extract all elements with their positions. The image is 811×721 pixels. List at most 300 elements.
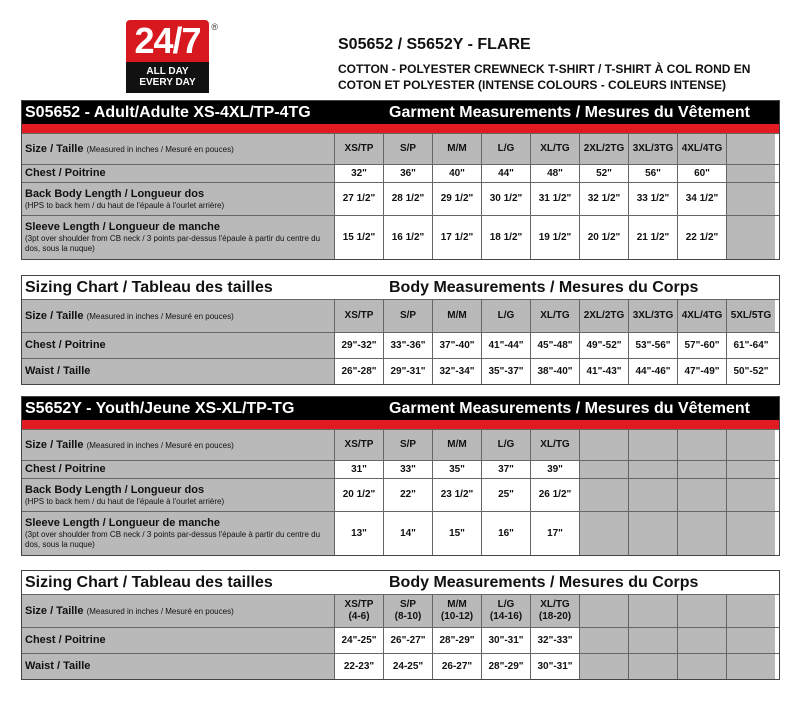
cell-value: 33"-36": [390, 339, 426, 351]
sleeve-length-row: [22, 215, 779, 259]
table-cell: [726, 430, 775, 460]
cell-value: 3XL/3TG: [632, 310, 674, 321]
table-cell: [530, 628, 579, 653]
cell-value: 24-25": [392, 660, 424, 672]
red-divider: [22, 420, 779, 429]
cell-value: 32": [351, 167, 367, 179]
registered-mark: ®: [211, 22, 218, 32]
sleeve-note: (3pt over shoulder from CB neck / 3 points par-dessus l'épaule à partir du centre du dos, sous la nuque): [25, 530, 321, 549]
table-cell: [334, 165, 383, 182]
chest-row: [22, 332, 779, 358]
table-cell: [628, 216, 677, 259]
size-label: Size / Taille: [25, 309, 84, 322]
table-cell: [432, 359, 481, 384]
table-cell: [432, 430, 481, 460]
cell-value: 61"-64": [733, 339, 769, 351]
table-cell: [481, 300, 530, 332]
cell-value: 20 1/2": [342, 489, 376, 500]
product-desc-1: COTTON - POLYESTER CREWNECK T-SHIRT / T-SHIRT À COL ROND EN: [338, 62, 751, 76]
table-cell: [579, 359, 628, 384]
cell-value: L/G: [497, 143, 515, 154]
table-cell: [677, 300, 726, 332]
table-cell: [726, 359, 775, 384]
table-cell: [628, 654, 677, 679]
cell-value: 32"-34": [439, 365, 475, 377]
section-title-bar: [22, 101, 779, 124]
cell-value: XL/TG: [540, 310, 570, 321]
cell-value: M/M: [447, 439, 467, 450]
cell-value: 21 1/2": [636, 231, 670, 243]
table-cell: [579, 595, 628, 627]
table-cell: [432, 595, 481, 627]
section-title-bar: [22, 276, 779, 299]
chest-row: [22, 460, 779, 478]
cell-value: 30"-31": [488, 634, 524, 646]
table-cell: [432, 512, 481, 555]
cell-value: 22-23": [343, 660, 375, 672]
table-cell: [334, 359, 383, 384]
row-label: [22, 654, 334, 679]
cell-value: 5XL/5TG: [730, 310, 772, 321]
cell-value: 30"-31": [537, 660, 573, 672]
row-label: [22, 359, 334, 384]
cell-value: 26-27": [441, 660, 473, 672]
table-cell: [677, 216, 726, 259]
table-cell: [530, 216, 579, 259]
cell-value: 16": [498, 527, 514, 539]
table-cell: [677, 595, 726, 627]
cell-value: 4XL/4TG: [681, 310, 723, 321]
size-note: (Measured in inches / Mesuré en pouces): [86, 440, 234, 450]
table-cell: [726, 333, 775, 358]
size-note: (Measured in inches / Mesuré en pouces): [86, 606, 234, 616]
cell-subvalue: (4-6): [348, 611, 370, 622]
section-title-right: Garment Measurements / Mesures du Vêtement: [389, 103, 751, 121]
cell-value: 33": [400, 463, 416, 475]
youth-garment-table: [21, 396, 780, 556]
cell-value: 37": [498, 463, 514, 475]
table-cell: [628, 430, 677, 460]
table-cell: [530, 134, 579, 164]
row-label: [22, 183, 334, 215]
red-divider: [22, 124, 779, 133]
table-cell: [334, 461, 383, 478]
table-cell: [481, 333, 530, 358]
cell-value: 31 1/2": [538, 193, 572, 204]
table-cell: [579, 300, 628, 332]
table-cell: [677, 134, 726, 164]
back-length-row: [22, 182, 779, 215]
table-cell: [530, 512, 579, 555]
section-title-bar: [22, 397, 779, 420]
table-cell: [579, 479, 628, 511]
cell-value: XL/TG: [540, 599, 570, 610]
table-cell: [334, 654, 383, 679]
table-cell: [579, 461, 628, 478]
cell-value: 15 1/2": [342, 231, 376, 243]
cell-value: XS/TP: [344, 310, 374, 321]
cell-value: 32 1/2": [587, 193, 621, 204]
logo-sub2: EVERY DAY: [139, 77, 196, 88]
cell-value: L/G: [497, 599, 515, 610]
cell-value: S/P: [399, 310, 417, 321]
table-cell: [677, 165, 726, 182]
row-label: [22, 216, 334, 259]
cell-value: 37"-40": [439, 339, 475, 351]
table-cell: [334, 430, 383, 460]
table-cell: [481, 359, 530, 384]
table-cell: [677, 628, 726, 653]
table-cell: [579, 216, 628, 259]
table-cell: [628, 359, 677, 384]
table-cell: [530, 300, 579, 332]
section-title-left: S05652 - Adult/Adulte XS-4XL/TP-4TG: [25, 103, 311, 121]
waist-label: Waist / Taille: [25, 365, 91, 377]
size-row: [22, 299, 779, 332]
chest-row: [22, 164, 779, 182]
cell-value: 26 1/2": [538, 489, 572, 500]
row-label: [22, 628, 334, 653]
table-cell: [334, 595, 383, 627]
table-cell: [628, 333, 677, 358]
section-title-right: Garment Measurements / Mesures du Vêtement: [389, 399, 751, 417]
cell-value: 28"-29": [488, 660, 524, 672]
table-cell: [432, 165, 481, 182]
table-cell: [530, 183, 579, 215]
table-cell: [530, 461, 579, 478]
cell-value: 16 1/2": [391, 231, 425, 243]
sleeve-note: (3pt over shoulder from CB neck / 3 points par-dessus l'épaule à partir du centre du dos, sous la nuque): [25, 234, 321, 253]
cell-value: 34 1/2": [685, 193, 719, 204]
table-cell: [677, 359, 726, 384]
table-cell: [481, 479, 530, 511]
cell-subvalue: (8-10): [394, 611, 422, 622]
cell-value: 28 1/2": [391, 193, 425, 204]
table-cell: [432, 300, 481, 332]
table-cell: [432, 216, 481, 259]
table-cell: [481, 595, 530, 627]
table-cell: [383, 479, 432, 511]
table-cell: [383, 183, 432, 215]
table-cell: [628, 479, 677, 511]
cell-value: 3XL/3TG: [632, 143, 674, 154]
cell-value: M/M: [447, 310, 467, 321]
cell-value: M/M: [447, 599, 467, 610]
brand-logo: [126, 20, 218, 93]
section-title-right: Body Measurements / Mesures du Corps: [389, 573, 699, 591]
section-title-bar: [22, 571, 779, 594]
cell-value: 25": [498, 489, 514, 500]
cell-value: XL/TG: [540, 439, 570, 450]
table-cell: [579, 512, 628, 555]
cell-value: S/P: [399, 599, 417, 610]
table-cell: [334, 300, 383, 332]
table-cell: [726, 512, 775, 555]
adult-body-table: [21, 275, 780, 385]
cell-value: 39": [547, 463, 563, 475]
cell-value: 17": [547, 527, 563, 539]
table-cell: [628, 512, 677, 555]
size-note: (Measured in inches / Mesuré en pouces): [86, 144, 234, 154]
table-cell: [628, 461, 677, 478]
table-cell: [432, 628, 481, 653]
logo-main: 24/7: [126, 20, 209, 62]
cell-value: 36": [400, 167, 416, 179]
cell-value: 60": [694, 167, 710, 179]
back-label: Back Body Length / Longueur dos: [25, 483, 205, 496]
size-label: Size / Taille: [25, 142, 84, 155]
table-cell: [481, 512, 530, 555]
cell-value: 52": [596, 167, 612, 179]
back-note: (HPS to back hem / du haut de l'épaule à l'ourlet arrière): [25, 496, 225, 506]
cell-value: 18 1/2": [489, 231, 523, 243]
cell-value: XL/TG: [540, 143, 570, 154]
table-cell: [530, 359, 579, 384]
table-cell: [677, 333, 726, 358]
cell-value: 17 1/2": [440, 231, 474, 243]
table-cell: [677, 512, 726, 555]
chest-row: [22, 627, 779, 653]
cell-value: 23 1/2": [440, 489, 474, 500]
table-cell: [677, 461, 726, 478]
table-cell: [383, 595, 432, 627]
cell-value: 14": [400, 527, 416, 539]
table-cell: [334, 183, 383, 215]
cell-value: 29"-32": [341, 339, 377, 351]
product-desc-2: COTON ET POLYESTER (INTENSE COLOURS - COLEURS INTENSE): [338, 78, 727, 92]
adult-garment-table: [21, 100, 780, 260]
table-cell: [726, 479, 775, 511]
table-cell: [530, 654, 579, 679]
row-label: [22, 479, 334, 511]
table-cell: [726, 595, 775, 627]
chest-label: Chest / Poitrine: [25, 463, 106, 475]
table-cell: [726, 628, 775, 653]
cell-subvalue: (18-20): [538, 611, 572, 622]
table-cell: [383, 512, 432, 555]
cell-value: 41"-44": [488, 339, 524, 351]
table-cell: [579, 183, 628, 215]
table-cell: [334, 333, 383, 358]
size-row: [22, 594, 779, 627]
table-cell: [726, 300, 775, 332]
row-label: [22, 165, 334, 182]
table-cell: [481, 461, 530, 478]
cell-value: 24"-25": [341, 634, 377, 646]
youth-body-table: [21, 570, 780, 680]
table-cell: [726, 134, 775, 164]
table-cell: [726, 216, 775, 259]
table-cell: [432, 134, 481, 164]
product-header: [338, 36, 798, 93]
table-cell: [579, 333, 628, 358]
back-label: Back Body Length / Longueur dos: [25, 187, 205, 200]
sleeve-label: Sleeve Length / Longueur de manche: [25, 221, 220, 233]
cell-value: 27 1/2": [342, 193, 376, 204]
table-cell: [432, 333, 481, 358]
cell-value: 26"-27": [390, 634, 426, 646]
row-label: [22, 300, 334, 332]
table-cell: [432, 461, 481, 478]
section-title-left: S5652Y - Youth/Jeune XS-XL/TP-TG: [25, 399, 295, 417]
section-title-right: Body Measurements / Mesures du Corps: [389, 278, 699, 296]
cell-value: 4XL/4TG: [681, 143, 723, 154]
cell-value: 38"-40": [537, 365, 573, 377]
cell-value: S/P: [399, 143, 417, 154]
cell-value: 31": [351, 463, 367, 475]
table-cell: [383, 165, 432, 182]
cell-value: 28"-29": [439, 634, 475, 646]
logo-tagline: [126, 62, 209, 93]
table-cell: [481, 165, 530, 182]
row-label: [22, 595, 334, 627]
table-cell: [383, 461, 432, 478]
cell-value: XS/TP: [344, 599, 374, 610]
cell-value: 40": [449, 167, 465, 179]
cell-value: 56": [645, 167, 661, 179]
sleeve-label: Sleeve Length / Longueur de manche: [25, 517, 220, 529]
table-cell: [530, 165, 579, 182]
table-cell: [481, 628, 530, 653]
cell-value: 45"-48": [537, 339, 573, 351]
table-cell: [628, 165, 677, 182]
cell-value: 57"-60": [684, 339, 720, 351]
table-cell: [628, 300, 677, 332]
cell-value: 47"-49": [684, 365, 720, 377]
cell-value: S/P: [399, 439, 417, 450]
row-label: [22, 134, 334, 164]
table-cell: [481, 183, 530, 215]
table-cell: [677, 654, 726, 679]
cell-value: 50"-52": [733, 365, 769, 377]
row-label: [22, 512, 334, 555]
cell-subvalue: (10-12): [440, 611, 474, 622]
cell-value: L/G: [497, 310, 515, 321]
table-cell: [579, 628, 628, 653]
row-label: [22, 461, 334, 478]
table-cell: [726, 654, 775, 679]
logo-sub1: ALL DAY: [146, 66, 189, 77]
cell-value: 19 1/2": [538, 231, 572, 243]
cell-value: 2XL/2TG: [583, 310, 625, 321]
row-label: [22, 430, 334, 460]
sleeve-length-row: [22, 511, 779, 555]
table-cell: [383, 628, 432, 653]
table-cell: [530, 430, 579, 460]
table-cell: [481, 134, 530, 164]
cell-value: 22 1/2": [685, 231, 719, 243]
size-row: [22, 429, 779, 460]
table-cell: [579, 654, 628, 679]
table-cell: [383, 359, 432, 384]
cell-value: 33 1/2": [636, 193, 670, 204]
product-code: S05652 / S5652Y - FLARE: [338, 36, 531, 53]
cell-value: 41"-43": [586, 365, 622, 377]
table-cell: [383, 654, 432, 679]
table-cell: [432, 183, 481, 215]
table-cell: [383, 216, 432, 259]
table-cell: [481, 216, 530, 259]
table-cell: [628, 134, 677, 164]
cell-value: L/G: [497, 439, 515, 450]
table-cell: [628, 595, 677, 627]
cell-value: 44": [498, 167, 514, 179]
back-length-row: [22, 478, 779, 511]
back-note: (HPS to back hem / du haut de l'épaule à l'ourlet arrière): [25, 200, 225, 210]
cell-value: 29"-31": [390, 365, 426, 377]
size-row: [22, 133, 779, 164]
cell-value: 2XL/2TG: [583, 143, 625, 154]
cell-value: 48": [547, 167, 563, 179]
table-cell: [726, 165, 775, 182]
chest-label: Chest / Poitrine: [25, 339, 106, 351]
table-cell: [481, 430, 530, 460]
section-title-left: Sizing Chart / Tableau des tailles: [25, 278, 273, 296]
table-cell: [579, 134, 628, 164]
table-cell: [432, 654, 481, 679]
cell-value: 30 1/2": [489, 193, 523, 204]
cell-value: 49"-52": [586, 339, 622, 351]
table-cell: [579, 165, 628, 182]
cell-subvalue: (14-16): [489, 611, 523, 622]
cell-value: 32"-33": [537, 634, 573, 646]
table-cell: [334, 479, 383, 511]
cell-value: 35": [449, 463, 465, 475]
cell-value: M/M: [447, 143, 467, 154]
waist-row: [22, 653, 779, 679]
cell-value: 29 1/2": [440, 193, 474, 204]
table-cell: [383, 134, 432, 164]
table-cell: [530, 479, 579, 511]
table-cell: [628, 628, 677, 653]
chest-label: Chest / Poitrine: [25, 634, 106, 646]
waist-row: [22, 358, 779, 384]
row-label: [22, 333, 334, 358]
cell-value: 22": [400, 489, 416, 500]
cell-value: XS/TP: [344, 143, 374, 154]
size-note: (Measured in inches / Mesuré en pouces): [86, 311, 234, 321]
table-cell: [383, 300, 432, 332]
table-cell: [432, 479, 481, 511]
size-label: Size / Taille: [25, 604, 84, 617]
table-cell: [726, 183, 775, 215]
table-cell: [628, 183, 677, 215]
table-cell: [334, 628, 383, 653]
cell-value: 26"-28": [341, 365, 377, 377]
waist-label: Waist / Taille: [25, 660, 91, 672]
table-cell: [726, 461, 775, 478]
table-cell: [677, 183, 726, 215]
cell-value: 13": [351, 527, 367, 539]
cell-value: XS/TP: [344, 439, 374, 450]
table-cell: [383, 430, 432, 460]
cell-value: 15": [449, 527, 465, 539]
table-cell: [579, 430, 628, 460]
table-cell: [334, 512, 383, 555]
table-cell: [677, 479, 726, 511]
size-label: Size / Taille: [25, 438, 84, 451]
cell-value: 20 1/2": [587, 231, 621, 243]
table-cell: [677, 430, 726, 460]
table-cell: [383, 333, 432, 358]
cell-value: 44"-46": [635, 365, 671, 377]
cell-value: 53"-56": [635, 339, 671, 351]
table-cell: [334, 134, 383, 164]
chest-label: Chest / Poitrine: [25, 167, 106, 179]
section-title-left: Sizing Chart / Tableau des tailles: [25, 573, 273, 591]
cell-value: 35"-37": [488, 365, 524, 377]
table-cell: [530, 595, 579, 627]
